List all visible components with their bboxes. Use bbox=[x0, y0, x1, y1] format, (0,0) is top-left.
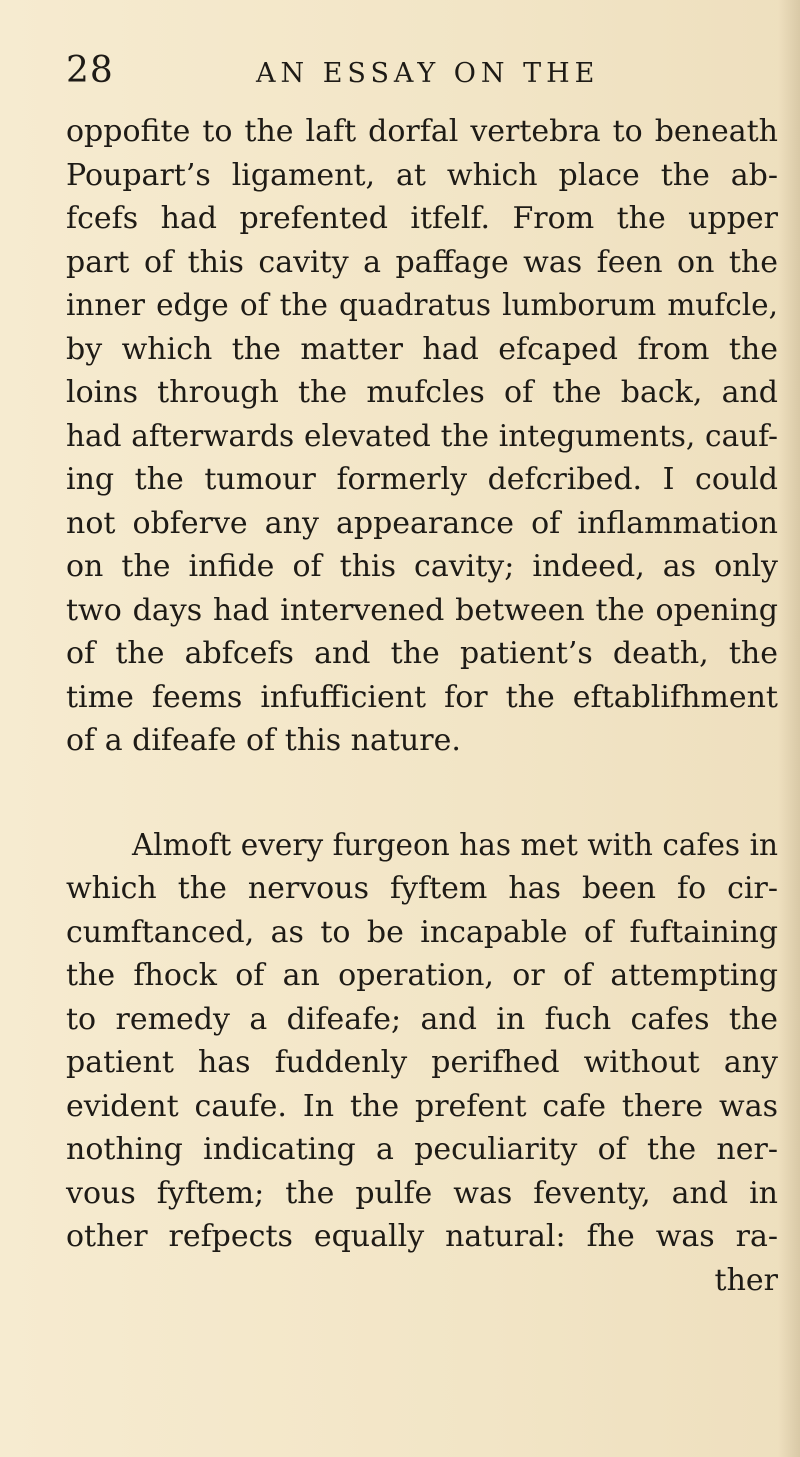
paragraph-1 bbox=[66, 110, 778, 763]
text-line: inner edge of the quadratus lumborum mufcle, bbox=[66, 288, 778, 322]
running-header bbox=[66, 50, 766, 100]
text-line: of a difeafe of this nature. bbox=[66, 723, 461, 758]
text-line: cumftanced, as to be incapable of fuftaining bbox=[66, 914, 778, 950]
text-line: not obferve any appearance of inflammation bbox=[66, 505, 778, 541]
text-line: oppofite to the laft dorfal vertebra to beneath bbox=[66, 114, 778, 149]
text-line: Poupart’s ligament, at which place the ab- bbox=[66, 157, 778, 193]
text-line: two days had intervened between the opening bbox=[66, 592, 778, 628]
text-line: ing the tumour formerly defcribed. I could bbox=[66, 462, 778, 497]
text-line: to remedy a difeafe; and in fuch cafes the bbox=[66, 1001, 778, 1037]
body-text bbox=[66, 110, 778, 1302]
text-line: evident caufe. In the prefent cafe there was bbox=[66, 1088, 778, 1124]
text-line: other refpects equally natural: fhe was ra- bbox=[66, 1219, 778, 1254]
page-edge-shadow bbox=[778, 0, 800, 1457]
text-line: fcefs had prefented itfelf. From the upper bbox=[66, 201, 778, 236]
text-line: of the abfcefs and the patient’s death, the bbox=[66, 636, 778, 671]
text-line: nothing indicating a peculiarity of the ner- bbox=[66, 1132, 778, 1167]
text-line: part of this cavity a paffage was feen on the bbox=[66, 244, 778, 280]
running-title: AN ESSAY ON THE bbox=[256, 58, 600, 89]
text-line: by which the matter had efcaped from the bbox=[66, 331, 778, 367]
text-line: vous fyftem; the pulfe was feventy, and in bbox=[66, 1175, 778, 1211]
paragraph-2 bbox=[66, 824, 778, 1303]
catchword: ther bbox=[714, 1262, 778, 1298]
text-line: Almoft every furgeon has met with cafes in bbox=[132, 827, 778, 862]
text-line: time feems infufficient for the eftablifhment bbox=[66, 679, 778, 715]
text-line: loins through the mufcles of the back, and bbox=[66, 375, 778, 410]
text-line: which the nervous fyftem has been fo cir- bbox=[66, 871, 778, 906]
text-line: patient has fuddenly perifhed without any bbox=[66, 1045, 778, 1080]
text-line: on the infide of this cavity; indeed, as only bbox=[66, 549, 778, 584]
page-number: 28 bbox=[66, 50, 114, 91]
text-line: the fhock of an operation, or of attempting bbox=[66, 958, 778, 993]
text-line: had afterwards elevated the integuments, cauf- bbox=[66, 418, 778, 453]
